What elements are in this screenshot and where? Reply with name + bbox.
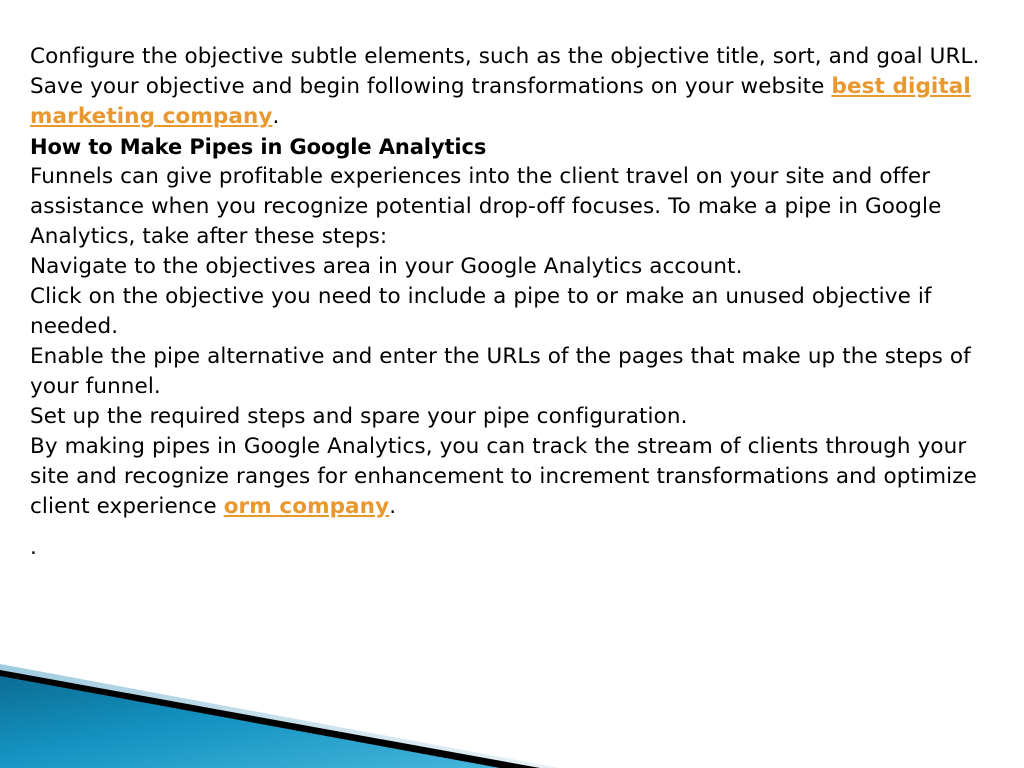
- paragraph-2-text-before: Save your objective and begin following transformations on your website: [30, 74, 832, 99]
- paragraph-5: Navigate to the objectives area in your Google Analytics account.: [30, 254, 743, 279]
- heading-how-to-make-pipes: How to Make Pipes in Google Analytics: [30, 135, 487, 159]
- paragraph-1: Configure the objective subtle elements, such as the objective title, sort, and goal URL.: [30, 44, 980, 69]
- paragraph-10: .: [30, 535, 37, 560]
- slide-text-body: [30, 42, 1002, 563]
- paragraph-4: Funnels can give profitable experiences into the client travel on your site and offer assistance when you recognize potential drop-off focuses. To make a pipe in Google Analytics, take after these steps:: [30, 164, 942, 249]
- paragraph-7: Enable the pipe alternative and enter the URLs of the pages that make up the steps of your funnel.: [30, 344, 971, 399]
- ribbon-black-band: [0, 670, 540, 768]
- link-orm-company[interactable]: orm company: [223, 494, 390, 519]
- link-best-digital-marketing-company[interactable]: best digital marketing company: [30, 74, 971, 129]
- corner-ribbon-graphic: [0, 628, 560, 768]
- paragraph-9: [30, 432, 1002, 522]
- paragraph-2: [30, 72, 1002, 132]
- ribbon-light-band: [0, 664, 560, 768]
- paragraph-8: Set up the required steps and spare your pipe configuration.: [30, 404, 688, 429]
- paragraph-9-text-before: By making pipes in Google Analytics, you can track the stream of clients through your site and recognize ranges for enhancement to increment transformations and optimize client experience: [30, 434, 977, 519]
- paragraph-9-text-after: .: [389, 494, 397, 519]
- ribbon-blue-band: [0, 676, 500, 768]
- paragraph-2-text-after: .: [272, 104, 280, 129]
- paragraph-6: Click on the objective you need to include a pipe to or make an unused objective if needed.: [30, 284, 932, 339]
